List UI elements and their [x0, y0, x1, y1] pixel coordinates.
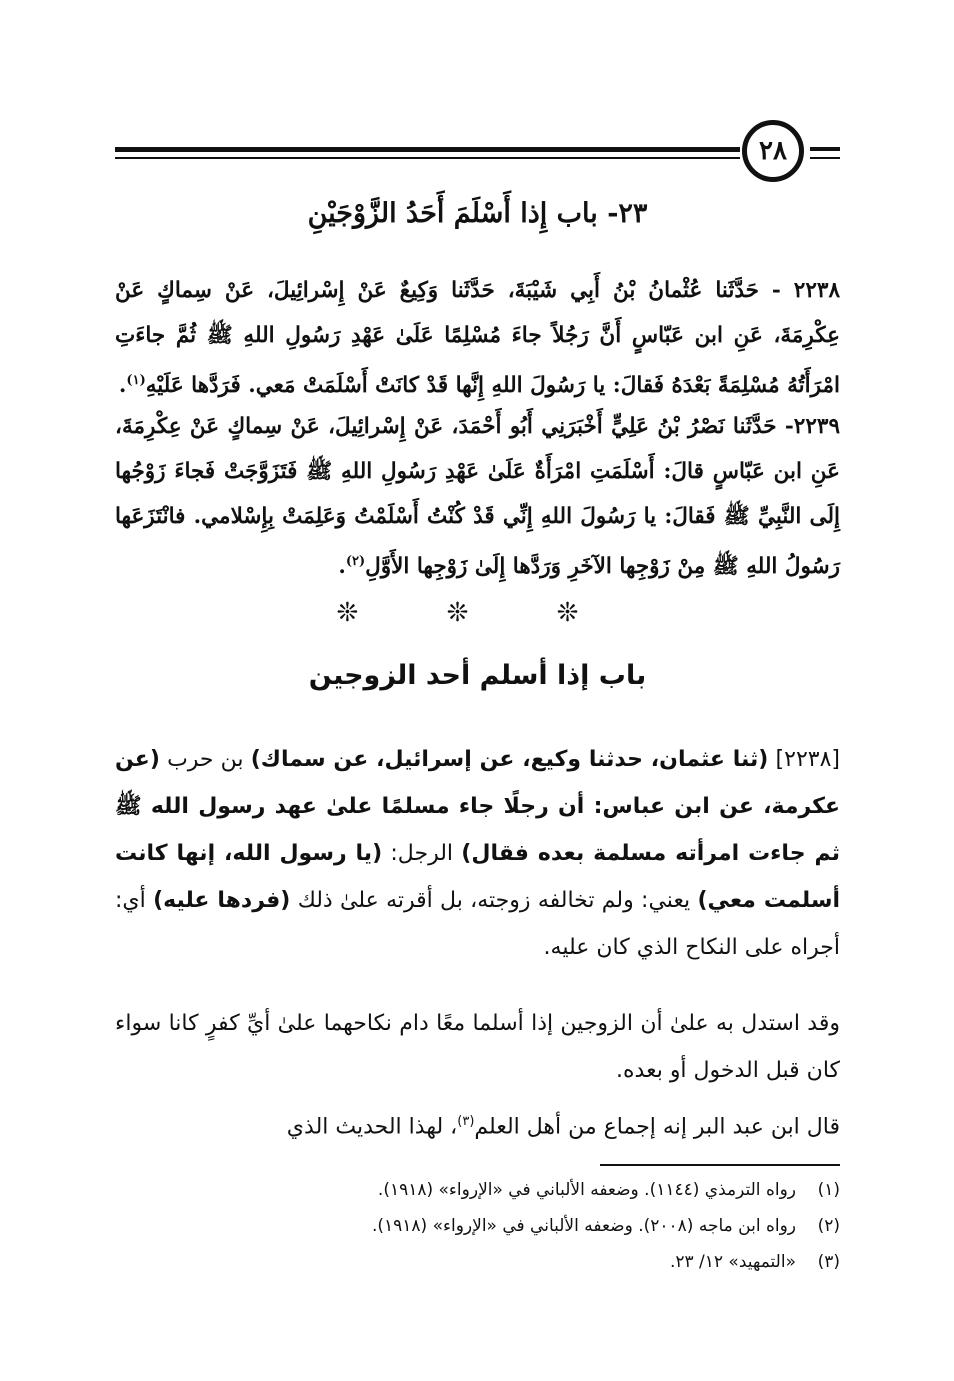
commentary-3-text: قال ابن عبد البر إنه إجماع من أهل العلم: [474, 1114, 840, 1140]
hadith-number-ref: [٢٢٣٨]: [775, 747, 840, 772]
commentary-2-text: وقد استدل به علىٰ أن الزوجين إذا أسلما معًا دام نكاحهما علىٰ أيِّ كفرٍ كانا سواء كان قبل الدخول أو بعده.: [115, 1011, 840, 1083]
gloss-text: أي: أجراه على النكاح الذي كان عليه.: [115, 888, 840, 960]
commentary-paragraph-3: [115, 1098, 840, 1150]
commentary-paragraph-2: [115, 1000, 840, 1094]
quoted-text: (فردها عليه): [153, 888, 291, 913]
quoted-text: (يا رسول الله، إنها كانت أسلمت معي): [115, 841, 841, 913]
footnote-item: [115, 1244, 840, 1280]
page-number: ٢٨: [742, 120, 804, 182]
header-rule-thin: [115, 157, 740, 159]
footnote-ref-2: (٢): [345, 554, 366, 569]
header-rule-right-thin: [810, 157, 840, 159]
chapter-title: ٢٣- باب إِذا أَسْلَمَ أَحَدُ الزَّوْجَيْنِ: [307, 198, 648, 229]
hadith-2239: ٢٢٣٩- حَدَّثَنا نَصْرُ بْنُ عَلِيٍّ أَخْبَرَنِي أَبُو أَحْمَدَ، عَنْ إِسْرائِيلَ، عَنْ سِماكٍ عَنْ عِكْرِمَةَ، عَنِ ابن عَبّاسٍ قالَ: أَسْلَمَتِ امْرَأَةٌ عَلَىٰ عَهْدِ رَسُولِ اللهِ ﷺ فَتَزَوَّجَتْ فَجاءَ زَوْجُها إِلَى النَّبِيِّ ﷺ فَقالَ: يا رَسُولَ اللهِ إِنِّي قَدْ كُنْتُ أَسْلَمْتُ وَعَلِمَتْ بِإِسْلامي. فانْتَزَعَها رَسُولُ اللهِ ﷺ مِنْ زَوْجِها الآخَرِ وَرَدَّها إِلَىٰ زَوْجِها الأَوَّلِ$^{(٢)}$.: [115, 414, 840, 580]
footnote-number: (٢): [817, 1216, 840, 1236]
hadith-2238-text: ٢٢٣٨ - حَدَّثَنا عُثْمانُ بْنُ أَبِي شَيْبَةَ، حَدَّثَنا وَكِيعٌ عَنْ إِسْرائِيلَ، عَنْ سِماكٍ عَنْ عِكْرِمَةَ، عَنِ ابن عَبّاسٍ أَنَّ رَجُلاً جاءَ مُسْلِمًا عَلَىٰ عَهْدِ رَسُولِ اللهِ ﷺ ثُمَّ جاءَتِ امْرَأَتُهُ مُسْلِمَةً بَعْدَهُ فَقالَ: يا رَسُولَ اللهِ إِنَّها قَدْ كانَتْ أَسْلَمَتْ مَعي. فَرَدَّها عَلَيْهِ: [115, 278, 840, 399]
section-title: باب إذا أسلم أحد الزوجين: [308, 660, 647, 691]
quoted-text: (عن عكرمة، عن ابن عباس: أن رجلًا جاء مسلمًا علىٰ عهد رسول الله ﷺ ثم جاءت امرأته مسلمة بعده فقال): [115, 747, 840, 866]
gloss-text: بن حرب: [167, 747, 244, 772]
footnote-item: [115, 1172, 840, 1208]
section-separator: ❊ ❊ ❊: [336, 598, 619, 628]
footnotes: [115, 1172, 840, 1280]
footnote-text: رواه ابن ماجه (٢٠٠٨). وضعفه الألباني في «الإرواء» (١٩١٨).: [371, 1216, 796, 1236]
footnote-number: (٣): [817, 1252, 840, 1272]
header-rule-thick: [115, 147, 740, 152]
footnote-rule: [600, 1164, 840, 1166]
footnote-number: (١): [817, 1180, 840, 1200]
hadith-2238: ٢٢٣٨ - حَدَّثَنا عُثْمانُ بْنُ أَبِي شَيْبَةَ، حَدَّثَنا وَكِيعٌ عَنْ إِسْرائِيلَ، عَنْ سِماكٍ عَنْ عِكْرِمَةَ، عَنِ ابن عَبّاسٍ أَنَّ رَجُلاً جاءَ مُسْلِمًا عَلَىٰ عَهْدِ رَسُولِ اللهِ ﷺ ثُمَّ جاءَتِ امْرَأَتُهُ مُسْلِمَةً بَعْدَهُ فَقالَ: يا رَسُولَ اللهِ إِنَّها قَدْ كانَتْ أَسْلَمَتْ مَعي. فَرَدَّها عَلَيْهِ$^{(١)}$.: [115, 278, 840, 399]
commentary-paragraph-1: [115, 736, 840, 971]
hadith-2239-text: ٢٢٣٩- حَدَّثَنا نَصْرُ بْنُ عَلِيٍّ أَخْبَرَنِي أَبُو أَحْمَدَ، عَنْ إِسْرائِيلَ، عَنْ سِماكٍ عَنْ عِكْرِمَةَ، عَنِ ابن عَبّاسٍ قالَ: أَسْلَمَتِ امْرَأَةٌ عَلَىٰ عَهْدِ رَسُولِ اللهِ ﷺ فَتَزَوَّجَتْ فَجاءَ زَوْجُها إِلَى النَّبِيِّ ﷺ فَقالَ: يا رَسُولَ اللهِ إِنِّي قَدْ كُنْتُ أَسْلَمْتُ وَعَلِمَتْ بِإِسْلامي. فانْتَزَعَها رَسُولُ اللهِ ﷺ مِنْ زَوْجِها الآخَرِ وَرَدَّها إِلَىٰ زَوْجِها الأَوَّلِ: [115, 414, 840, 580]
footnote-text: رواه الترمذي (١١٤٤). وضعفه الألباني في «الإرواء» (١٩١٨).: [377, 1180, 796, 1200]
commentary-3-tail: ، لهذا الحديث الذي: [286, 1114, 458, 1140]
footnote-item: [115, 1208, 840, 1244]
header-rule-right-thick: [810, 147, 840, 151]
footnote-ref-3: (٣): [457, 1114, 475, 1129]
gloss-text: يعني: ولم تخالفه زوجته، بل أقرته علىٰ ذلك: [297, 888, 691, 913]
footnote-text: «التمهيد» ١٢/ ٢٣.: [669, 1252, 796, 1272]
quoted-text: (ثنا عثمان، حدثنا وكيع، عن إسرائيل، عن سماك): [250, 747, 769, 772]
footnote-ref-1: (١): [126, 373, 146, 388]
gloss-text: الرجل:: [390, 841, 454, 866]
